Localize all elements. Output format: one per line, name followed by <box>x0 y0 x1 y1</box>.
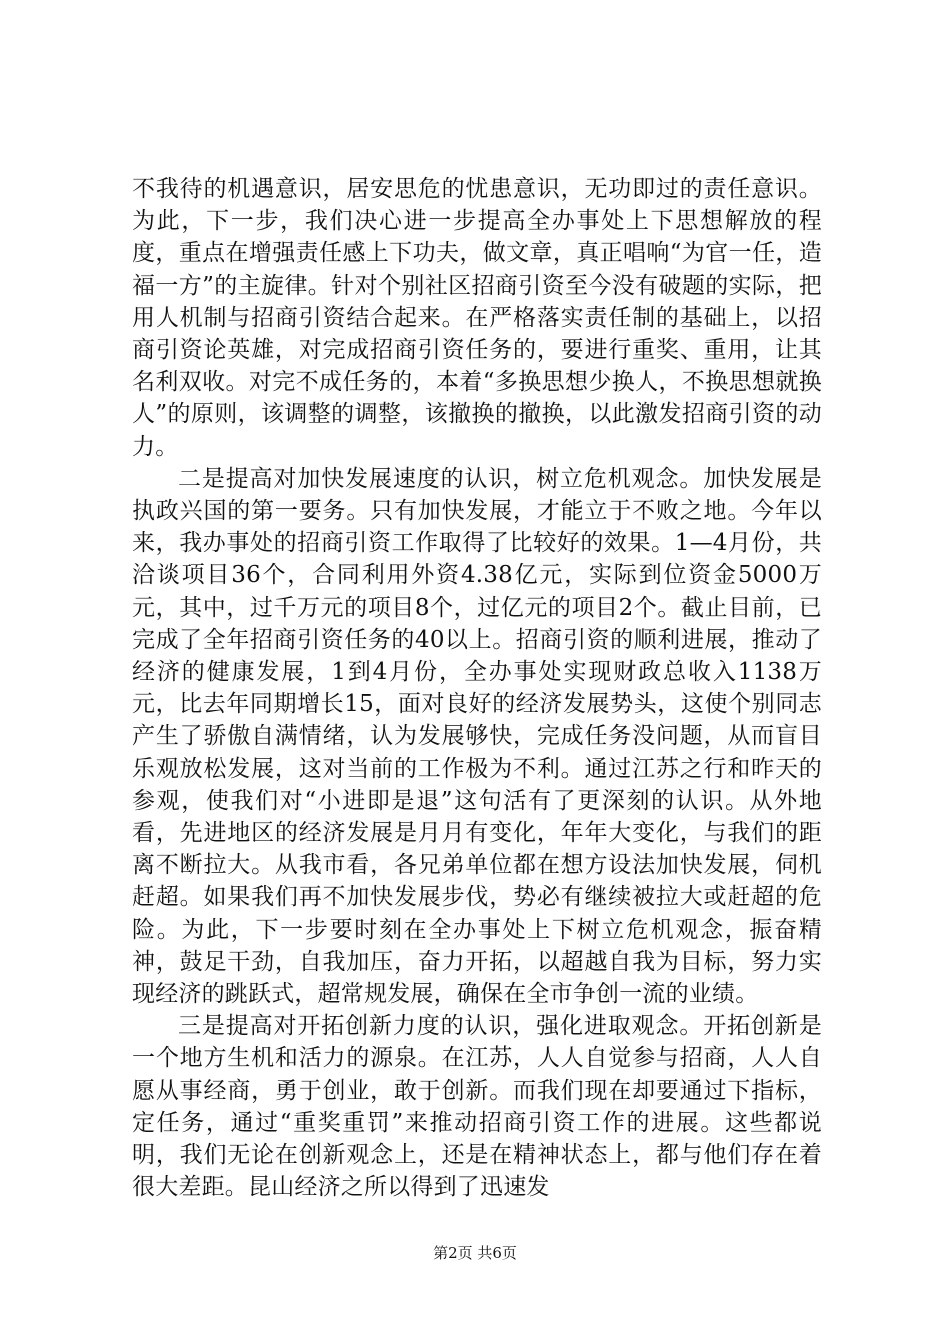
page-indicator: 第2页 共6页 <box>433 1244 517 1262</box>
paragraph-1: 不我待的机遇意识，居安思危的忧患意识，无功即过的责任意识。为此，下一步，我们决心进一步提高全办事处上下思想解放的程度，重点在增强责任感上下功夫，做文章，真正唱响“为官一任，造福一方”的主旋律。针对个别社区招商引资至今没有破题的实际，把用人机制与招商引资结合起来。在严格落实责任制的基础上，以招商引资论英雄，对完成招商引资任务的，要进行重奖、重用，让其名利双收。对完不成任务的，本着“多换思想少换人，不换思想就换人”的原则，该调整的调整，该撤换的撤换，以此激发招商引资的动力。 <box>132 176 822 460</box>
paragraph-3: 三是提高对开拓创新力度的认识，强化进取观念。开拓创新是一个地方生机和活力的源泉。在江苏，人人自觉参与招商，人人自愿从事经商，勇于创业，敢于创新。而我们现在却要通过下指标，定任务，通过“重奖重罚”来推动招商引资工作的进展。这些都说明，我们无论在创新观念上，还是在精神状态上，都与他们存在着很大差距。昆山经济之所以得到了迅速发 <box>132 1013 822 1201</box>
document-body <box>132 173 822 1204</box>
page-footer <box>0 1243 950 1263</box>
paragraph-2: 二是提高对加快发展速度的认识，树立危机观念。加快发展是执政兴国的第一要务。只有加快发展，才能立于不败之地。今年以来，我办事处的招商引资工作取得了比较好的效果。1—4月份，共洽谈项目36个，合同利用外资4.38亿元，实际到位资金5000万元，其中，过千万元的项目8个，过亿元的项目2个。截止目前，已完成了全年招商引资任务的40以上。招商引资的顺利进展，推动了经济的健康发展，1到4月份，全办事处实现财政总收入1138万元，比去年同期增长15，面对良好的经济发展势头，这使个别同志产生了骄傲自满情绪，认为发展够快，完成任务没问题，从而盲目乐观放松发展，这对当前的工作极为不利。通过江苏之行和昨天的参观，使我们对“小进即是退”这句活有了更深刻的认识。从外地看，先进地区的经济发展是月月有变化，年年大变化，与我们的距离不断拉大。从我市看，各兄弟单位都在想方设法加快发展，伺机赶超。如果我们再不加快发展步伐，势必有继续被拉大或赶超的危险。为此，下一步要时刻在全办事处上下树立危机观念，振奋精神，鼓足干劲，自我加压，奋力开拓，以超越自我为目标，努力实现经济的跳跃式，超常规发展，确保在全市争创一流的业绩。 <box>132 465 822 1008</box>
